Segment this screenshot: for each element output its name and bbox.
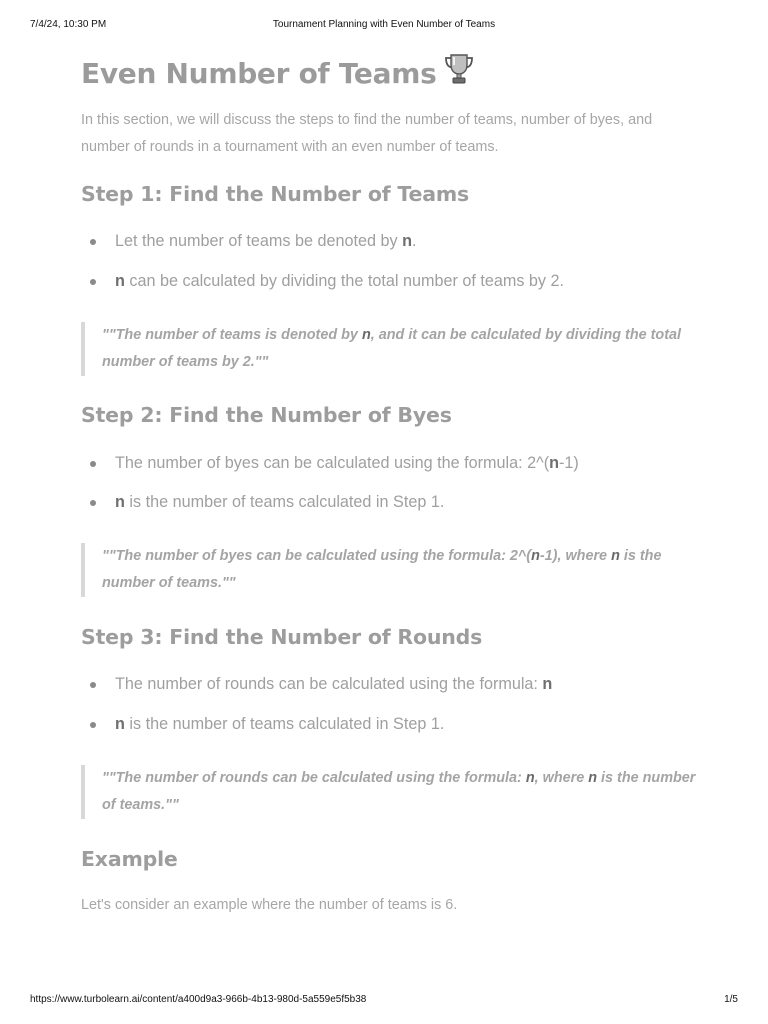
example-text: Let's consider an example where the number of teams is 6. — [81, 897, 458, 913]
print-doc-title: Tournament Planning with Even Number of Teams — [272, 19, 496, 30]
bullet-icon — [90, 461, 96, 467]
step-2-heading: Step 2: Find the Number of Byes — [81, 403, 452, 427]
step-3-heading: Step 3: Find the Number of Rounds — [81, 625, 483, 649]
step-2-quote: ""The number of byes can be calculated using the formula: 2^(n-1), where n is the number of teams."" — [81, 543, 700, 597]
step-2-bullet-2: n is the number of teams calculated in Step 1. — [115, 493, 445, 511]
trophy-icon — [442, 52, 476, 93]
example-heading: Example — [81, 847, 178, 871]
page-title-text: Even Number of Teams — [81, 57, 437, 90]
step-1-bullet-1: Let the number of teams be denoted by n. — [115, 232, 417, 250]
bullet-icon — [90, 239, 96, 245]
bullet-icon — [90, 722, 96, 728]
bullet-icon — [90, 682, 96, 688]
step-2-bullet-1: The number of byes can be calculated using the formula: 2^(n-1) — [115, 454, 579, 472]
print-url: https://www.turbolearn.ai/content/a400d9a3-966b-4b13-980d-5a559e5f5b38 — [30, 994, 367, 1005]
print-footer — [0, 994, 768, 1008]
step-3-bullet-1: The number of rounds can be calculated using the formula: n — [115, 675, 553, 693]
bullet-icon — [90, 500, 96, 506]
intro-paragraph: In this section, we will discuss the steps to find the number of teams, number of byes, and number of rounds in a tournament with an even number of teams. — [81, 112, 653, 155]
step-3-bullet-2: n is the number of teams calculated in Step 1. — [115, 715, 445, 733]
page-title — [81, 52, 476, 93]
step-1-heading: Step 1: Find the Number of Teams — [81, 182, 469, 206]
step-1-bullet-2: n can be calculated by dividing the total number of teams by 2. — [115, 272, 565, 290]
step-3-quote: ""The number of rounds can be calculated using the formula: n, where n is the number of teams."" — [81, 765, 700, 819]
print-datetime: 7/4/24, 10:30 PM — [30, 19, 107, 30]
bullet-icon — [90, 279, 96, 285]
page-number: 1/5 — [724, 994, 738, 1005]
step-1-quote: ""The number of teams is denoted by n, and it can be calculated by dividing the total number of teams by 2."" — [81, 322, 700, 376]
print-header — [0, 19, 768, 33]
